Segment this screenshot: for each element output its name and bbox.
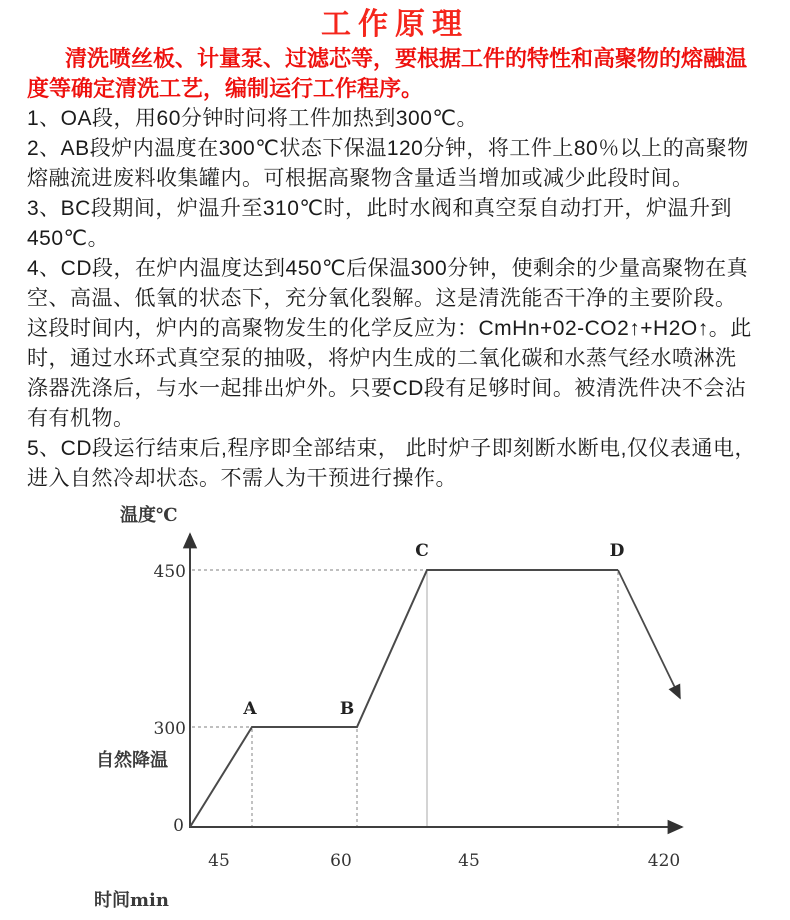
cooling-annotation: 自然降温 <box>96 750 168 771</box>
body-line: 4、CD段，在炉内温度达到450℃后保温300分钟，使剩余的少量高聚物在真 <box>27 257 749 280</box>
body-line: 2、AB段炉内温度在300℃状态下保温120分钟，将工件上80％以上的高聚物 <box>27 137 749 160</box>
body-line: 涤器洗涤后，与水一起排出炉外。只要CD段有足够时间。被清洗件决不会沾 <box>27 377 747 400</box>
y-tick-450: 450 <box>153 562 186 582</box>
intro-line: 清洗喷丝板、计量泵、过滤芯等，要根据工件的特性和高聚物的熔融温 <box>65 46 748 71</box>
cooling-arrow <box>618 570 680 698</box>
body-line: 3、BC段期间，炉温升至310℃时，此时水阀和真空泵自动打开，炉温升到 <box>27 197 732 220</box>
intro-line: 度等确定清洗工艺，编制运行工作程序。 <box>27 76 424 101</box>
x-duration-3: 45 <box>458 851 480 871</box>
x-duration-1: 45 <box>208 851 230 871</box>
chart-canvas <box>0 496 790 920</box>
page-title: 工作原理 <box>321 8 469 41</box>
x-duration-4: 420 <box>647 851 681 871</box>
y-tick-0: 0 <box>173 816 184 836</box>
point-label-A: A <box>243 699 257 719</box>
body-line: 进入自然冷却状态。不需人为干预进行操作。 <box>27 467 457 490</box>
intro-paragraph <box>0 44 790 104</box>
x-axis-label: 时间min <box>94 890 169 911</box>
x-duration-2: 60 <box>330 851 352 871</box>
body-line: 时，通过水环式真空泵的抽吸，将炉内生成的二氧化碳和水蒸气经水喷淋洗 <box>27 347 737 370</box>
point-label-B: B <box>339 699 355 719</box>
temperature-time-chart <box>0 496 790 920</box>
point-label-C: C <box>415 541 429 561</box>
y-tick-300: 300 <box>153 719 186 739</box>
body-line: 有有机物。 <box>27 407 135 430</box>
body-line: 熔融流进废料收集罐内。可根据高聚物含量适当增加或减少此段时间。 <box>27 167 694 190</box>
body-line: 450℃。 <box>27 227 110 250</box>
body-line: 5、CD段运行结束后,程序即全部结束， 此时炉子即刻断水断电,仅仪表通电， <box>27 437 757 460</box>
body-line: 这段时间内，炉内的高聚物发生的化学反应为：CmHn+02-CO2↑+H2O↑。此 <box>27 317 752 340</box>
y-axis-label: 温度℃ <box>120 505 178 526</box>
point-label-D: D <box>609 541 625 561</box>
body-paragraphs <box>0 104 790 494</box>
body-line: 空、高温、低氧的状态下，充分氧化裂解。这是清洗能否干净的主要阶段。 <box>27 287 737 310</box>
body-line: 1、OA段，用60分钟时问将工件加热到300℃。 <box>27 107 478 130</box>
